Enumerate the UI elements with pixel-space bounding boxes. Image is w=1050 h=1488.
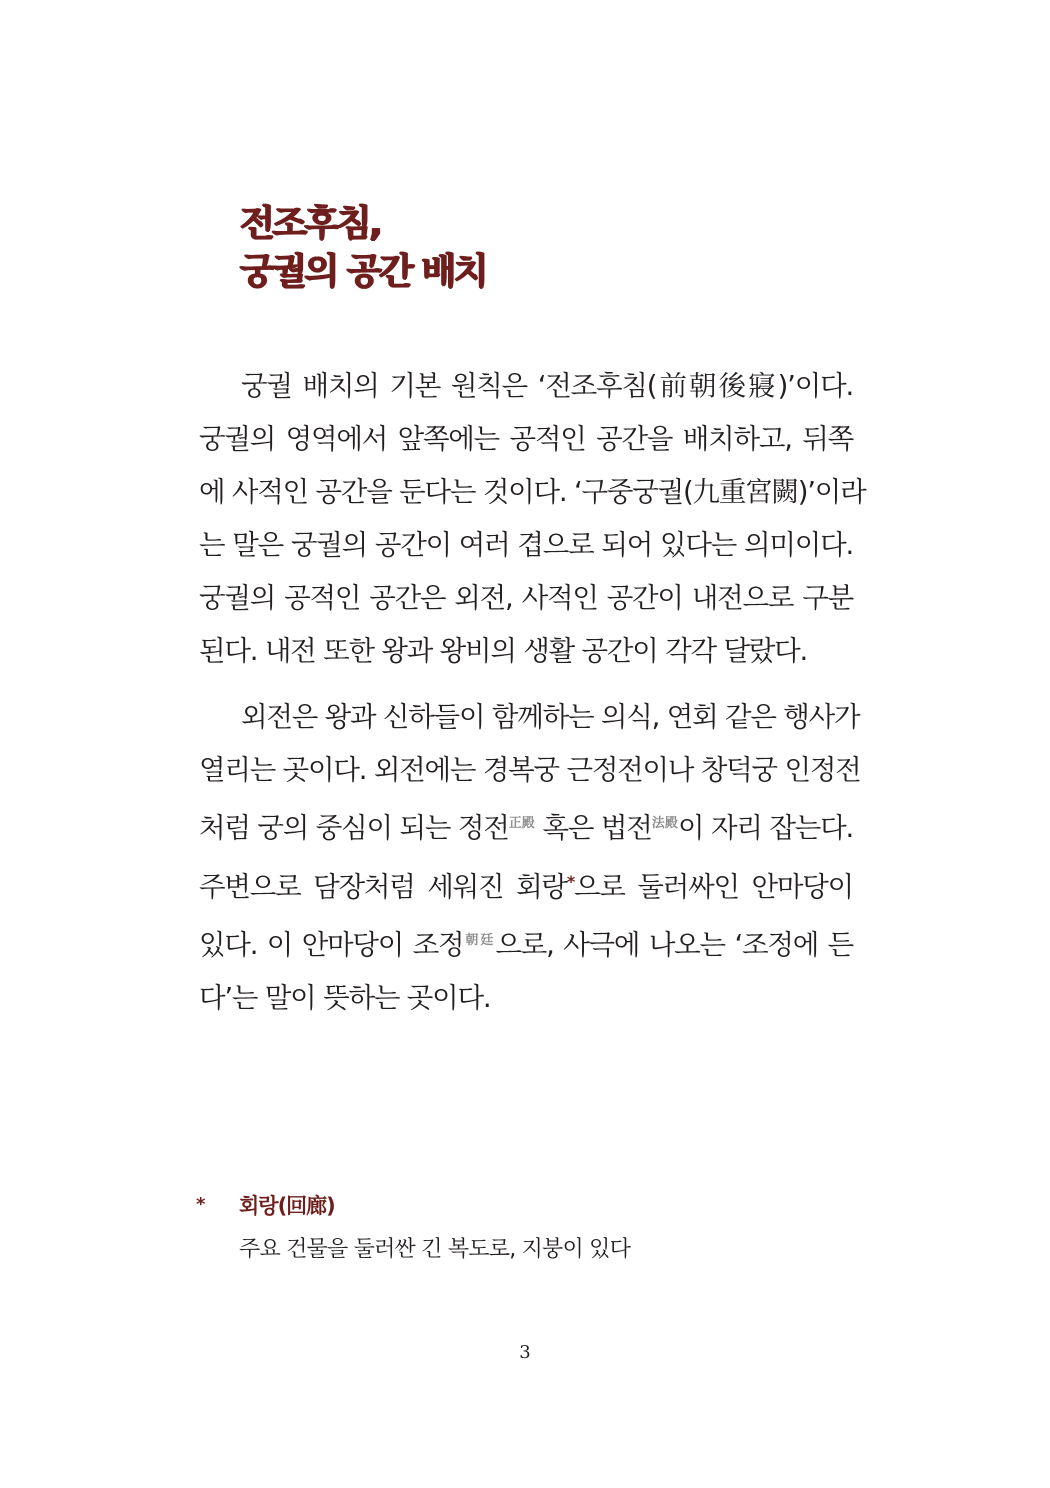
page-number: 3 bbox=[519, 1342, 531, 1363]
body-text bbox=[199, 360, 866, 1038]
paragraph-1 bbox=[199, 360, 866, 678]
paragraph-1-line: 는 말은 궁궐의 공간이 여러 겹으로 되어 있다는 의미이다. bbox=[199, 529, 853, 561]
paragraph-2-text: 있다. 이 안마당이 조정 bbox=[199, 929, 464, 961]
chapter-title bbox=[240, 200, 486, 296]
paragraph-1-line: 궁궐의 영역에서 앞쪽에는 공적인 공간을 배치하고, 뒤쪽 bbox=[199, 423, 853, 455]
chapter-title-line-1: 전조후침, bbox=[240, 203, 381, 244]
footnote-marker: * bbox=[566, 872, 574, 891]
paragraph-2-text: 으로 둘러싸인 안마당이 bbox=[573, 871, 854, 903]
chapter-title-line-2: 궁궐의 공간 배치 bbox=[240, 251, 486, 292]
hanja-annotation: 法殿 bbox=[651, 816, 678, 831]
paragraph-2-text: 주변으로 담장처럼 세워진 회랑 bbox=[199, 871, 567, 903]
paragraph-2-text: 혹은 법전 bbox=[534, 812, 652, 844]
paragraph-2 bbox=[199, 691, 861, 1025]
paragraph-2-text: 처럼 궁의 중심이 되는 정전 bbox=[199, 812, 509, 844]
paragraph-2-line bbox=[199, 855, 853, 914]
footnote-definition: 주요 건물을 둘러싼 긴 복도로, 지붕이 있다 bbox=[239, 1237, 631, 1262]
paragraph-2-line: 외전은 왕과 신하들이 함께하는 의식, 연회 같은 행사가 bbox=[241, 701, 860, 733]
paragraph-2-line bbox=[199, 914, 853, 972]
hanja-annotation: 朝廷 bbox=[463, 933, 496, 948]
paragraph-1-line: 궁궐의 공적인 공간은 외전, 사적인 공간이 내전으로 구분 bbox=[199, 582, 853, 614]
paragraph-1-line: 된다. 내전 또한 왕과 왕비의 생활 공간이 각각 달랐다. bbox=[199, 635, 808, 667]
paragraph-2-line: 다’는 말이 뜻하는 곳이다. bbox=[199, 982, 491, 1014]
paragraph-1-line: 궁궐 배치의 기본 원칙은 ‘전조후침(前朝後寢)’이다. bbox=[241, 370, 853, 402]
paragraph-2-text: 으로, 사극에 나오는 ‘조정에 든 bbox=[495, 929, 853, 961]
paragraph-2-text: 이 자리 잡는다. bbox=[677, 812, 853, 844]
footnote-term: 회랑(回廊) bbox=[239, 1194, 335, 1218]
footnote-mark: * bbox=[196, 1194, 206, 1215]
paragraph-1-line: 에 사적인 공간을 둔다는 것이다. ‘구중궁궐(九重宮闕)’이라 bbox=[199, 476, 866, 508]
paragraph-2-line: 열리는 곳이다. 외전에는 경복궁 근정전이나 창덕궁 인정전 bbox=[199, 754, 861, 786]
paragraph-2-line bbox=[199, 797, 853, 855]
hanja-annotation: 正殿 bbox=[508, 816, 535, 831]
